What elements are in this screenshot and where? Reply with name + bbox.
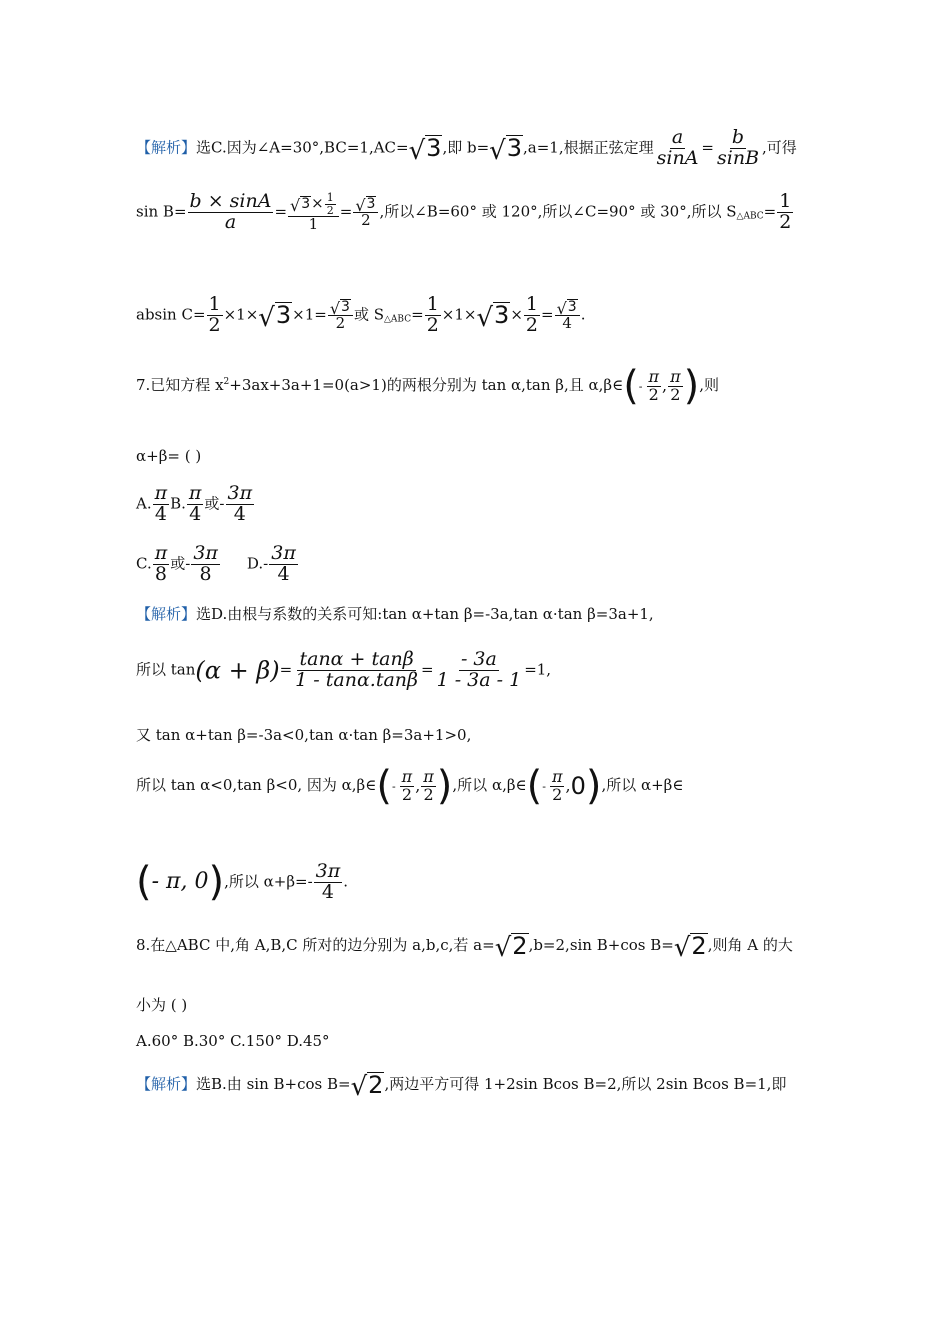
fraction-sqrt3-over-2: √ 3 2 — [328, 299, 353, 332]
interval-neg-pi-half-to-zero: ( - $\frac{\pi}{2}$ , 0 ) — [526, 763, 602, 809]
option-c-3pi-over-8: $\frac{3\pi}{8}$ — [193, 542, 218, 585]
fraction-sqrt3-half-over-1: √ 3 × $\frac{1}{2}$ 1 — [288, 192, 339, 233]
fraction-one-half: $\frac{1}{2}$ — [426, 293, 439, 336]
fraction-sqrt3-over-4: √ 3 4 — [555, 299, 580, 332]
question-7-options-cd: C. $\frac{\pi}{8}$ 或- $\frac{3\pi}{8}$ D.- $\frac{3\pi}{4}$ — [136, 542, 296, 585]
question-8-options: A.60° B.30° C.150° D.45° — [136, 1032, 330, 1050]
solution-7-line-2: 所以 tan(α + β)= $\frac{\tan\alpha + \tan\beta}{1 - \tan\alpha.\tan\beta}$ = $\frac{- 3a}{1 - 3a - 1}$ =1, — [136, 648, 552, 691]
fraction-one-half: $\frac{1}{2}$ — [208, 293, 221, 336]
fraction-neg3a-over-expr: $\frac{- 3a}{1 - 3a - 1}$ — [436, 648, 522, 691]
fraction-tan-sum-formula: $\frac{\tan\alpha + \tan\beta}{1 - \tan\alpha.\tan\beta}$ — [295, 648, 419, 691]
fraction-one-half: $\frac{1}{2}$ — [525, 293, 538, 336]
option-c-pi-over-8: $\frac{\pi}{8}$ — [154, 542, 168, 585]
solution-6-line-2: sin B= $\frac{b \times \sin A}{a}$ = √ 3 × $\frac{1}{2}$ 1 = √ 3 2 ,所以∠B=60° 或 120°,所以∠C=90° 或 30°,所以 $S_{\triangle ABC}=$ $\frac{1}{2}$ — [136, 190, 792, 234]
fraction-bsinA-over-a: $\frac{b \times \sin A}{a}$ — [189, 190, 272, 233]
question-7-options-ab: A. $\frac{\pi}{4}$ B. $\frac{\pi}{4}$ 或- $\frac{3\pi}{4}$ — [136, 482, 253, 525]
solution-7-line-3: 又 tan α+tan β=-3a<0,tan α·tan β=3a+1>0, — [136, 726, 472, 744]
solution-7-line-1: 【解析】选D.由根与系数的关系可知:tan α+tan β=-3a,tan α·tan β=3a+1, — [136, 605, 654, 623]
sqrt-2: √ 2 — [350, 1071, 384, 1103]
option-d-3pi-over-4: $\frac{3\pi}{4}$ — [271, 542, 296, 585]
option-b-3pi-over-4: $\frac{3\pi}{4}$ — [227, 482, 253, 525]
sqrt-3: √ 3 — [489, 134, 523, 166]
analysis-tag: 【解析】 — [136, 1075, 197, 1094]
interval-neg-pi-half-to-pi-half: ( - $\frac{\pi}{2}$ , $\frac{\pi}{2}$ ) — [623, 363, 700, 409]
fraction-sqrt3-over-2: √ 3 2 — [353, 196, 378, 229]
sqrt-3: √ 3 — [476, 301, 510, 333]
solution-7-line-5: ( - π, 0 ) ,所以 α+β=- $\frac{3\pi}{4}$ . — [136, 859, 348, 906]
sqrt-3: √ 3 — [408, 134, 442, 166]
question-7-line-1: 7.已知方程 $x^2+3ax+3a+1=0(a>1)$的两根分别为 tan α,tan β,且 α,β∈ ( - $\frac{\pi}{2}$ , $\frac{\pi}{2}$ ) ,则 — [136, 363, 720, 409]
question-8-line-1: 8.在△ABC 中,角 A,B,C 所对的边分别为 a,b,c,若 a= √ 2 ,b=2,sin B+cos B= √ 2 ,则角 A 的大 — [136, 932, 793, 964]
option-b-pi-over-4: $\frac{\pi}{4}$ — [188, 482, 202, 525]
interval-neg-pi-to-zero: ( - π, 0 ) — [136, 859, 225, 906]
option-a-pi-over-4: $\frac{\pi}{4}$ — [154, 482, 168, 525]
question-7-line-2: α+β= ( ) — [136, 447, 202, 465]
analysis-tag: 【解析】 — [136, 605, 197, 623]
analysis-tag: 【解析】 — [136, 138, 197, 157]
fraction-3pi-over-4: $\frac{3\pi}{4}$ — [315, 860, 341, 903]
sqrt-2: √ 2 — [673, 932, 707, 964]
fraction-one-half: $\frac{1}{2}$ — [779, 190, 792, 233]
interval-neg-pi-half-to-pi-half: ( - $\frac{\pi}{2}$ , $\frac{\pi}{2}$ ) — [376, 763, 453, 809]
solution-6-line-1: 【解析】选C.因为∠A=30°,BC=1,AC= √ 3 ,即 b= √ 3 ,a=1,根据正弦定理 $\frac{a}{\sin A}$ = $\frac{b}{\sin B}$ ,可得 — [136, 126, 797, 169]
sqrt-2: √ 2 — [494, 932, 528, 964]
fraction-b-over-sinB: $\frac{b}{\sin B}$ — [717, 126, 760, 169]
sqrt-3: √ 3 — [258, 301, 292, 333]
solution-7-line-4: 所以 tan α<0,tan β<0, 因为 α,β∈ ( - $\frac{\pi}{2}$ , $\frac{\pi}{2}$ ) ,所以 α,β∈ ( - $\frac{\pi}{2}$ , 0 ) ,所以 α+β∈ — [136, 763, 684, 809]
fraction-a-over-sinA: $\frac{a}{\sin A}$ — [656, 126, 699, 169]
question-8-line-2: 小为 ( ) — [136, 996, 188, 1014]
solution-6-line-3: absin C= $\frac{1}{2}$ ×1× √ 3 ×1= √ 3 2 或 $S_{\triangle ABC}=$ $\frac{1}{2}$ ×1× √ 3 × $\frac{1}{2}$ = √ 3 4 . — [136, 293, 586, 336]
solution-8-line-1: 【解析】选B.由 sin B+cos B= √ 2 ,两边平方可得 1+2sin Bcos B=2,所以 2sin Bcos B=1,即 — [136, 1071, 787, 1103]
